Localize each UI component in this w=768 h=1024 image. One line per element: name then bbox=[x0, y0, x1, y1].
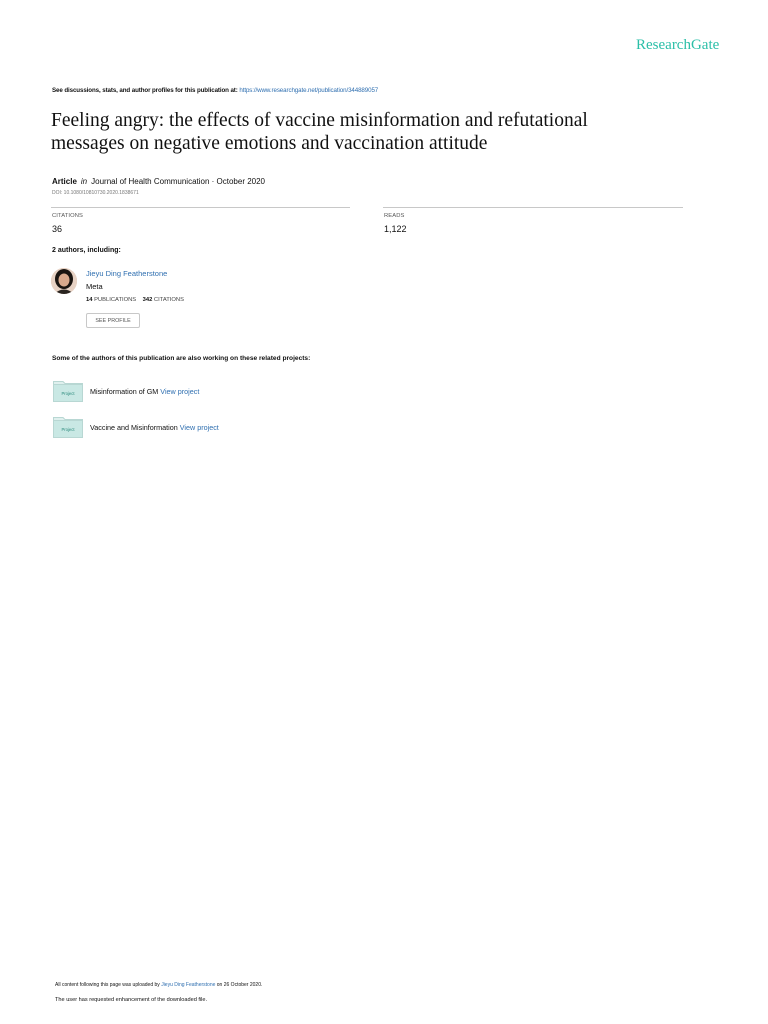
related-projects-heading: Some of the authors of this publication are also working on these related projects: bbox=[52, 355, 311, 362]
author-citations-count: 342 bbox=[142, 297, 153, 303]
project-name-2: Vaccine and Misinformation bbox=[90, 423, 180, 432]
citations-label: CITATIONS bbox=[52, 213, 83, 219]
author-affiliation: Meta bbox=[86, 282, 103, 291]
project-icon-label: Project bbox=[61, 427, 75, 432]
project-name-1: Misinformation of GM bbox=[90, 387, 161, 396]
project-icon-label: Project bbox=[61, 391, 75, 396]
project-item-2 bbox=[90, 423, 219, 432]
author-publications-count: 14 bbox=[86, 297, 93, 303]
article-type: Article bbox=[52, 177, 77, 186]
view-project-link-1[interactable]: View project bbox=[160, 387, 200, 396]
article-in-label: in bbox=[80, 177, 88, 186]
author-photo-icon bbox=[51, 268, 77, 294]
citations-divider bbox=[51, 207, 350, 208]
project-item-1 bbox=[90, 387, 199, 396]
author-avatar[interactable] bbox=[51, 268, 77, 294]
project-folder-icon bbox=[53, 416, 83, 438]
reads-label: READS bbox=[384, 213, 405, 219]
reads-value: 1,122 bbox=[384, 224, 407, 234]
reads-divider bbox=[383, 207, 683, 208]
journal-date: Journal of Health Communication · October 2020 bbox=[91, 177, 266, 186]
discussions-text: See discussions, stats, and author profiles for this publication at: bbox=[52, 87, 240, 94]
upload-prefix: All content following this page was uploaded by bbox=[55, 982, 162, 988]
doi: DOI: 10.1080/10810730.2020.1838671 bbox=[52, 190, 139, 196]
author-metrics bbox=[86, 297, 184, 303]
see-profile-button[interactable]: SEE PROFILE bbox=[86, 313, 140, 328]
citations-value: 36 bbox=[52, 224, 63, 234]
title-line-2: messages on negative emotions and vaccination attitude bbox=[51, 133, 488, 154]
authors-heading: 2 authors, including: bbox=[52, 247, 121, 254]
project-folder-icon bbox=[53, 380, 83, 402]
view-project-link-2[interactable]: View project bbox=[179, 423, 219, 432]
upload-note bbox=[55, 982, 262, 988]
title-line-1: Feeling angry: the effects of vaccine misinformation and refutational bbox=[51, 110, 588, 131]
publication-url-link[interactable]: https://www.researchgate.net/publication/344889057 bbox=[239, 87, 379, 94]
upload-suffix: on 26 October 2020. bbox=[215, 982, 263, 988]
author-publications-label: PUBLICATIONS bbox=[94, 297, 137, 303]
enhancement-note: The user has requested enhancement of the downloaded file. bbox=[55, 997, 208, 1003]
discussions-line bbox=[52, 87, 378, 94]
article-meta bbox=[52, 177, 265, 186]
author-name-link[interactable]: Jieyu Ding Featherstone bbox=[86, 269, 168, 278]
author-citations-label: CITATIONS bbox=[153, 297, 184, 303]
publication-title bbox=[51, 109, 731, 155]
uploader-link[interactable]: Jieyu Ding Featherstone bbox=[161, 982, 216, 988]
researchgate-logo[interactable]: ResearchGate bbox=[636, 37, 720, 53]
